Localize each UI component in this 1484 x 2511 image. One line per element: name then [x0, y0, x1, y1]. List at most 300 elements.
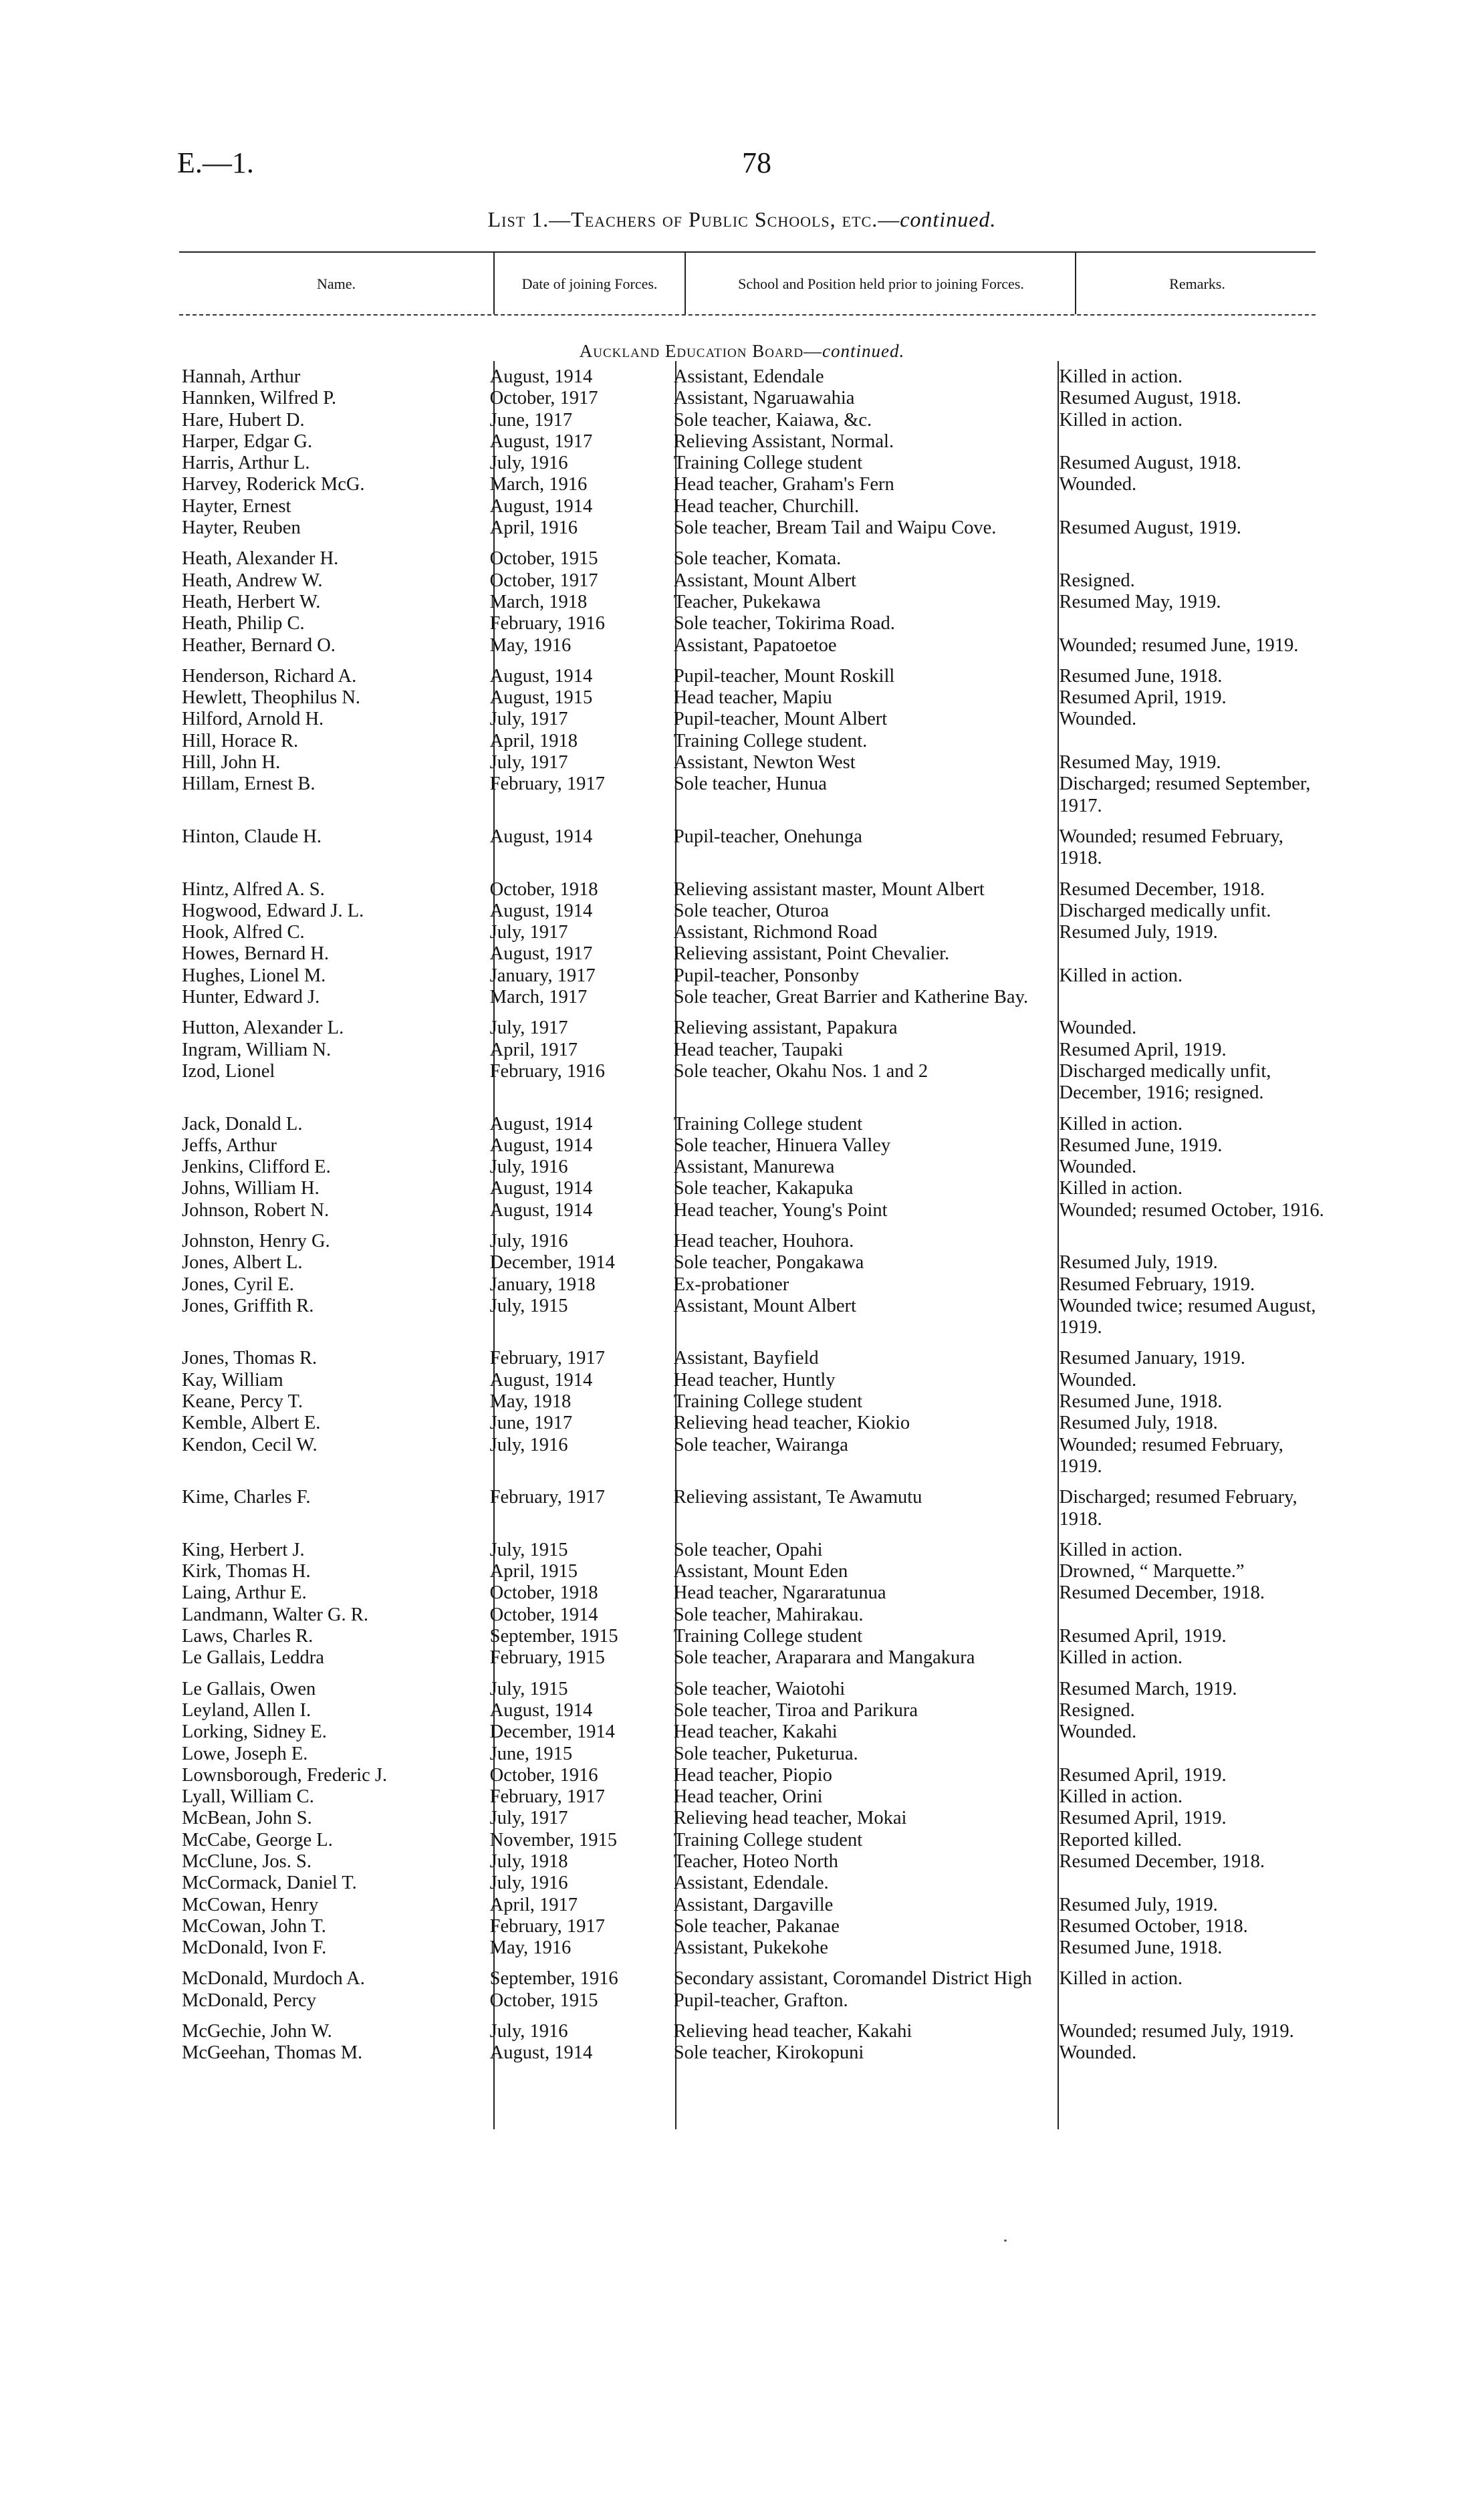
school-position: Assistant, Richmond Road [673, 922, 878, 943]
table-row [179, 613, 1329, 634]
date-joined: August, 1914 [489, 900, 593, 921]
table-row [179, 1700, 1329, 1721]
date-joined: August, 1914 [489, 1699, 593, 1721]
table-row [179, 410, 1329, 431]
remarks: Wounded. [1059, 474, 1137, 495]
date-joined: July, 1915 [489, 1539, 568, 1560]
school-position: Sole teacher, Oturoa [673, 900, 830, 921]
remarks: Killed in action. [1059, 1786, 1183, 1808]
remarks: Wounded. [1059, 1721, 1137, 1743]
date-joined: August, 1914 [489, 1134, 593, 1156]
remarks: Killed in action. [1059, 1113, 1183, 1134]
date-joined: June, 1915 [489, 1743, 573, 1764]
school-position: Relieving assistant, Te Awamutu [673, 1487, 922, 1508]
school-position: Assistant, Edendale. [673, 1873, 829, 1894]
school-position: Head teacher, Kakahi [673, 1721, 838, 1743]
teacher-name: Keane, Percy T. [182, 1391, 303, 1413]
table-row [179, 1582, 1329, 1604]
school-position: Pupil-teacher, Ponsonby [673, 965, 860, 986]
date-joined: May, 1916 [489, 1937, 572, 1959]
table-row [179, 570, 1329, 592]
table-row [179, 1765, 1329, 1786]
school-position: Training College student [673, 453, 863, 474]
teacher-name: Hayter, Reuben [182, 517, 301, 539]
teacher-name: McCabe, George L. [182, 1829, 333, 1850]
school-position: Training College student [673, 1113, 863, 1134]
remarks: Resumed April, 1919. [1059, 1626, 1227, 1647]
teacher-name: Hughes, Lionel M. [182, 965, 326, 986]
header-bottom-rule [179, 314, 1316, 316]
remarks: Wounded. [1059, 1157, 1137, 1178]
table-row [179, 773, 1329, 817]
table-row [179, 943, 1329, 965]
table-row [179, 987, 1329, 1008]
date-joined: October, 1917 [489, 388, 598, 409]
table-row [179, 366, 1329, 388]
table-row [179, 1135, 1329, 1157]
column-divider [685, 251, 686, 314]
ink-speck [1004, 2240, 1007, 2242]
list-title [0, 207, 1484, 232]
teacher-name: Izod, Lionel [182, 1060, 275, 1082]
remarks [1050, 431, 1329, 453]
teacher-name: Jenkins, Clifford E. [182, 1157, 331, 1178]
date-joined: February, 1917 [489, 1348, 605, 1369]
table-row [179, 1413, 1329, 1434]
remarks: Wounded. [1059, 2042, 1137, 2064]
remarks: Resumed August, 1919. [1059, 517, 1241, 539]
teacher-name: Le Gallais, Leddra [182, 1647, 324, 1669]
table-row [179, 1157, 1329, 1178]
school-position: Assistant, Papatoetoe [673, 634, 837, 656]
teacher-name: Kay, William [182, 1369, 283, 1391]
date-joined: July, 1917 [489, 922, 568, 943]
school-position: Head teacher, Mapiu [673, 687, 832, 709]
school-position: Relieving assistant master, Mount Albert [673, 878, 985, 900]
school-position: Head teacher, Piopio [673, 1764, 832, 1786]
school-position: Relieving head teacher, Kiokio [673, 1413, 910, 1434]
teacher-name: Henderson, Richard A. [182, 665, 357, 687]
date-joined: February, 1915 [489, 1647, 605, 1669]
column-divider [1075, 251, 1076, 314]
date-joined: April, 1915 [489, 1561, 578, 1582]
school-position: Assistant, Ngaruawahia [673, 388, 855, 409]
school-position: Assistant, Mount Albert [673, 570, 856, 591]
teacher-name: Hewlett, Theophilus N. [182, 687, 361, 709]
school-position: Teacher, Pukekawa [673, 591, 821, 612]
remarks: Resumed October, 1918. [1059, 1915, 1248, 1937]
date-joined: August, 1914 [489, 665, 593, 687]
remarks: Reported killed. [1059, 1829, 1183, 1850]
remarks [1050, 943, 1329, 965]
teacher-name: Ingram, William N. [182, 1039, 332, 1060]
table-row [179, 922, 1329, 943]
date-joined: July, 1915 [489, 1295, 568, 1316]
teacher-name: McDonald, Ivon F. [182, 1937, 327, 1959]
table-row [179, 517, 1329, 539]
school-position: Sole teacher, Kakapuka [673, 1178, 854, 1199]
date-joined: August, 1914 [489, 366, 593, 387]
date-joined: December, 1914 [489, 1252, 615, 1274]
teacher-name: McGechie, John W. [182, 2021, 332, 2042]
school-position: Sole teacher, Tiroa and Parikura [673, 1699, 918, 1721]
remarks: Killed in action. [1059, 1647, 1183, 1669]
date-joined: February, 1916 [489, 1060, 605, 1082]
date-joined: August, 1914 [489, 1178, 593, 1199]
teacher-name: Lowe, Joseph E. [182, 1743, 308, 1764]
date-joined: July, 1916 [489, 1873, 568, 1894]
date-joined: July, 1916 [489, 453, 568, 474]
teacher-name: Hintz, Alfred A. S. [182, 878, 325, 900]
date-joined: September, 1916 [489, 1968, 618, 1990]
table-row [179, 1040, 1329, 1061]
school-position: Sole teacher, Hunua [673, 773, 827, 795]
table-row [179, 1348, 1329, 1369]
teacher-name: Howes, Bernard H. [182, 943, 330, 965]
date-joined: March, 1916 [489, 474, 588, 495]
teacher-name: Hannken, Wilfred P. [182, 388, 337, 409]
school-position: Sole teacher, Pakanae [673, 1915, 840, 1937]
table-row [179, 1916, 1329, 1937]
teacher-name: Kendon, Cecil W. [182, 1434, 318, 1455]
table-row [179, 1873, 1329, 1894]
date-joined: July, 1916 [489, 1434, 568, 1455]
teacher-name: Hinton, Claude H. [182, 826, 322, 847]
table-row [179, 752, 1329, 773]
date-joined: July, 1917 [489, 709, 568, 730]
school-position: Sole teacher, Great Barrier and Katherine Bay. [673, 987, 1029, 1008]
page-number: 78 [742, 146, 771, 179]
date-joined: October, 1917 [489, 570, 598, 591]
table-row [179, 496, 1329, 517]
table-row [179, 1487, 1329, 1530]
school-position: Relieving assistant, Point Chevalier. [673, 943, 950, 965]
teacher-name: Johns, William H. [182, 1178, 320, 1199]
date-joined: April, 1917 [489, 1894, 578, 1915]
date-joined: July, 1917 [489, 1018, 568, 1039]
teacher-name: Kirk, Thomas H. [182, 1561, 311, 1582]
teacher-name: Hutton, Alexander L. [182, 1018, 344, 1039]
date-joined: August, 1914 [489, 2042, 593, 2064]
date-joined: September, 1915 [489, 1626, 618, 1647]
teacher-name: Hill, Horace R. [182, 730, 299, 751]
school-position: Sole teacher, Puketurua. [673, 1743, 858, 1764]
teacher-name: Hill, John H. [182, 752, 281, 773]
teacher-name: Jones, Albert L. [182, 1252, 303, 1274]
date-joined: May, 1918 [489, 1391, 572, 1413]
date-joined: January, 1917 [489, 965, 596, 986]
remarks [1050, 987, 1329, 1008]
school-position: Training College student. [673, 730, 868, 751]
school-position: Sole teacher, Tokirima Road. [673, 613, 895, 634]
date-joined: August, 1914 [489, 495, 593, 517]
school-position: Pupil-teacher, Mount Albert [673, 709, 888, 730]
date-joined: July, 1916 [489, 1157, 568, 1178]
remarks: Resumed June, 1918. [1059, 1391, 1223, 1413]
date-joined: February, 1916 [489, 613, 605, 634]
remarks: Resumed August, 1918. [1059, 388, 1241, 409]
school-position: Sole teacher, Okahu Nos. 1 and 2 [673, 1060, 929, 1082]
school-position: Assistant, Pukekohe [673, 1937, 828, 1959]
remarks [1050, 1990, 1329, 2012]
remarks: Resumed June, 1918. [1059, 1937, 1223, 1959]
teacher-name: McDonald, Murdoch A. [182, 1968, 365, 1990]
table-row [179, 1178, 1329, 1199]
teacher-name: Lownsborough, Frederic J. [182, 1764, 388, 1786]
remarks: Resigned. [1059, 570, 1135, 591]
remarks: Resumed June, 1918. [1059, 665, 1223, 687]
teacher-name: McClune, Jos. S. [182, 1851, 312, 1872]
teacher-name: Laws, Charles R. [182, 1626, 314, 1647]
teacher-name: Hillam, Ernest B. [182, 773, 316, 795]
table-row [179, 1968, 1329, 1990]
table-row [179, 1830, 1329, 1851]
school-position: Sole teacher, Hinuera Valley [673, 1134, 891, 1156]
table-row [179, 1231, 1329, 1252]
teacher-name: Harvey, Roderick McG. [182, 474, 365, 495]
date-joined: July, 1918 [489, 1851, 568, 1872]
remarks: Resumed January, 1919. [1059, 1348, 1245, 1369]
teacher-name: McCowan, Henry [182, 1894, 319, 1915]
school-position: Teacher, Hoteo North [673, 1851, 838, 1872]
remarks: Resumed July, 1918. [1059, 1413, 1218, 1434]
table-row [179, 635, 1329, 656]
school-position: Head teacher, Young's Point [673, 1199, 888, 1221]
table-row [179, 687, 1329, 709]
date-joined: August, 1917 [489, 943, 593, 965]
date-joined: February, 1917 [489, 1786, 605, 1808]
remarks: Wounded; resumed June, 1919. [1059, 634, 1299, 656]
remarks: Killed in action. [1059, 1178, 1183, 1199]
remarks: Resumed April, 1919. [1059, 1039, 1227, 1060]
remarks: Resigned. [1059, 1699, 1135, 1721]
date-joined: July, 1916 [489, 2021, 568, 2042]
remarks [1050, 613, 1329, 634]
date-joined: February, 1917 [489, 1915, 605, 1937]
remarks: Killed in action. [1059, 1539, 1183, 1560]
teacher-name: Hunter, Edward J. [182, 987, 320, 1008]
table-row [179, 666, 1329, 687]
teacher-name: Jeffs, Arthur [182, 1134, 277, 1156]
date-joined: March, 1917 [489, 987, 588, 1008]
school-position: Sole teacher, Komata. [673, 548, 842, 570]
table-row [179, 2042, 1329, 2064]
remarks: Resumed April, 1919. [1059, 1808, 1227, 1829]
remarks: Killed in action. [1059, 366, 1183, 387]
table-row [179, 1061, 1329, 1104]
document-reference: E.—1. [177, 146, 254, 179]
table-row [179, 1937, 1329, 1959]
school-position: Training College student [673, 1626, 863, 1647]
school-position: Assistant, Manurewa [673, 1157, 835, 1178]
school-position: Sole teacher, Pongakawa [673, 1252, 864, 1274]
column-divider [493, 251, 495, 314]
remarks: Resumed February, 1919. [1059, 1274, 1255, 1295]
teacher-name: Lyall, William C. [182, 1786, 314, 1808]
table-row [179, 1435, 1329, 1478]
remarks: Killed in action. [1059, 1968, 1183, 1990]
table-row [179, 1895, 1329, 1916]
teacher-name: McDonald, Percy [182, 1990, 317, 2011]
school-position: Training College student [673, 1391, 863, 1413]
remarks [1050, 548, 1329, 570]
teacher-name: McGeehan, Thomas M. [182, 2042, 363, 2064]
school-position: Assistant, Edendale [673, 366, 824, 387]
remarks: Discharged; resumed September, 1917. [1059, 773, 1311, 816]
table-row [179, 1274, 1329, 1296]
school-position: Sole teacher, Wairanga [673, 1434, 848, 1455]
table-row [179, 2021, 1329, 2042]
table-row [179, 1370, 1329, 1391]
remarks: Resumed June, 1919. [1059, 1134, 1223, 1156]
date-joined: April, 1918 [489, 730, 578, 751]
school-position: Head teacher, Houhora. [673, 1230, 854, 1251]
teacher-name: Harper, Edgar G. [182, 431, 313, 452]
teacher-name: Harris, Arthur L. [182, 453, 310, 474]
remarks: Resumed August, 1918. [1059, 453, 1241, 474]
table-row [179, 1744, 1329, 1765]
teacher-name: Hilford, Arnold H. [182, 709, 324, 730]
date-joined: August, 1915 [489, 687, 593, 709]
school-position: Sole teacher, Waiotohi [673, 1678, 846, 1699]
table-row [179, 709, 1329, 730]
teacher-name: Heather, Bernard O. [182, 634, 336, 656]
table-header [179, 251, 1316, 316]
school-position: Head teacher, Orini [673, 1786, 823, 1808]
remarks: Resumed July, 1919. [1059, 1252, 1218, 1274]
school-position: Relieving head teacher, Kakahi [673, 2021, 912, 2042]
list-title-text: List 1.—Teachers of Public Schools, etc.— [487, 207, 900, 231]
remarks: Resumed May, 1919. [1059, 752, 1221, 773]
school-position: Head teacher, Ngararatunua [673, 1582, 886, 1604]
teacher-name: Heath, Alexander H. [182, 548, 339, 570]
teacher-name: Hayter, Ernest [182, 495, 291, 517]
date-joined: October, 1915 [489, 1990, 598, 2011]
remarks: Wounded. [1059, 709, 1137, 730]
date-joined: August, 1914 [489, 826, 593, 847]
remarks [1050, 1231, 1329, 1252]
table-row [179, 1296, 1329, 1339]
remarks: Drowned, “ Marquette.” [1059, 1561, 1245, 1582]
school-position: Sole teacher, Bream Tail and Waipu Cove. [673, 517, 997, 539]
table-row [179, 1626, 1329, 1647]
date-joined: April, 1916 [489, 517, 578, 539]
teacher-name: Laing, Arthur E. [182, 1582, 307, 1604]
remarks: Killed in action. [1059, 409, 1183, 431]
teacher-name: Johnson, Robert N. [182, 1199, 330, 1221]
remarks: Resumed December, 1918. [1059, 1851, 1265, 1872]
teacher-name: McCormack, Daniel T. [182, 1873, 357, 1894]
teacher-name: McCowan, John T. [182, 1915, 326, 1937]
table-row [179, 1647, 1329, 1669]
table-row [179, 1721, 1329, 1743]
table-row [179, 1018, 1329, 1039]
table-row [179, 453, 1329, 474]
remarks: Resumed December, 1918. [1059, 1582, 1265, 1604]
date-joined: July, 1917 [489, 752, 568, 773]
remarks: Discharged medically unfit. [1059, 900, 1271, 921]
date-joined: April, 1917 [489, 1039, 578, 1060]
header-top-rule [179, 251, 1316, 253]
remarks: Resumed May, 1919. [1059, 591, 1221, 612]
remarks: Wounded; resumed February, 1918. [1059, 826, 1283, 869]
remarks: Wounded twice; resumed August, 1919. [1059, 1295, 1316, 1338]
school-position: Head teacher, Graham's Fern [673, 474, 894, 495]
date-joined: July, 1917 [489, 1808, 568, 1829]
date-joined: October, 1915 [489, 548, 598, 570]
school-position: Assistant, Mount Albert [673, 1295, 856, 1316]
school-position: Sole teacher, Kirokopuni [673, 2042, 864, 2064]
teacher-name: McBean, John S. [182, 1808, 312, 1829]
teacher-name: Jones, Thomas R. [182, 1348, 318, 1369]
school-position: Pupil-teacher, Grafton. [673, 1990, 848, 2011]
table-row [179, 965, 1329, 987]
table-row [179, 1851, 1329, 1873]
school-position: Sole teacher, Araparara and Mangakura [673, 1647, 975, 1669]
date-joined: August, 1914 [489, 1369, 593, 1391]
teacher-name: Hare, Hubert D. [182, 409, 305, 431]
school-position: Assistant, Bayfield [673, 1348, 819, 1369]
table-row [179, 1114, 1329, 1135]
date-joined: March, 1918 [489, 591, 588, 612]
teacher-name: Lorking, Sidney E. [182, 1721, 327, 1743]
teacher-table [179, 366, 1329, 2064]
date-joined: August, 1914 [489, 1113, 593, 1134]
date-joined: June, 1917 [489, 409, 573, 431]
school-position: Assistant, Dargaville [673, 1894, 834, 1915]
remarks: Wounded; resumed February, 1919. [1059, 1434, 1283, 1477]
date-joined: October, 1918 [489, 1582, 598, 1604]
teacher-name: Kemble, Albert E. [182, 1413, 321, 1434]
remarks [1050, 1604, 1329, 1626]
table-row [179, 1391, 1329, 1413]
date-joined: May, 1916 [489, 634, 572, 656]
section-heading [0, 341, 1484, 362]
remarks: Discharged medically unfit, December, 1916; resigned. [1059, 1060, 1271, 1104]
school-position: Pupil-teacher, Onehunga [673, 826, 862, 847]
remarks: Wounded. [1059, 1018, 1137, 1039]
column-header-remarks: Remarks. [1169, 275, 1225, 292]
school-position: Relieving head teacher, Mokai [673, 1808, 907, 1829]
table-row [179, 431, 1329, 453]
date-joined: June, 1917 [489, 1413, 573, 1434]
date-joined: February, 1917 [489, 773, 605, 795]
teacher-name: Leyland, Allen I. [182, 1699, 312, 1721]
table-row [179, 1252, 1329, 1274]
school-position: Relieving Assistant, Normal. [673, 431, 894, 452]
date-joined: December, 1914 [489, 1721, 615, 1743]
teacher-name: Jones, Griffith R. [182, 1295, 314, 1316]
school-position: Assistant, Newton West [673, 752, 856, 773]
column-header-date: Date of joining Forces. [521, 275, 658, 292]
table-row [179, 1200, 1329, 1221]
teacher-name: Heath, Philip C. [182, 613, 305, 634]
table-row [179, 879, 1329, 901]
date-joined: February, 1917 [489, 1487, 605, 1508]
teacher-name: Hogwood, Edward J. L. [182, 900, 364, 921]
remarks [1050, 1744, 1329, 1765]
school-position: Head teacher, Churchill. [673, 495, 860, 517]
table-row [179, 731, 1329, 752]
remarks: Resumed April, 1919. [1059, 687, 1227, 709]
table-row [179, 1990, 1329, 2012]
school-position: Sole teacher, Opahi [673, 1539, 823, 1560]
teacher-name: Hannah, Arthur [182, 366, 301, 387]
table-row [179, 388, 1329, 409]
table-row [179, 474, 1329, 495]
remarks: Wounded. [1059, 1369, 1137, 1391]
school-position: Training College student [673, 1829, 863, 1850]
